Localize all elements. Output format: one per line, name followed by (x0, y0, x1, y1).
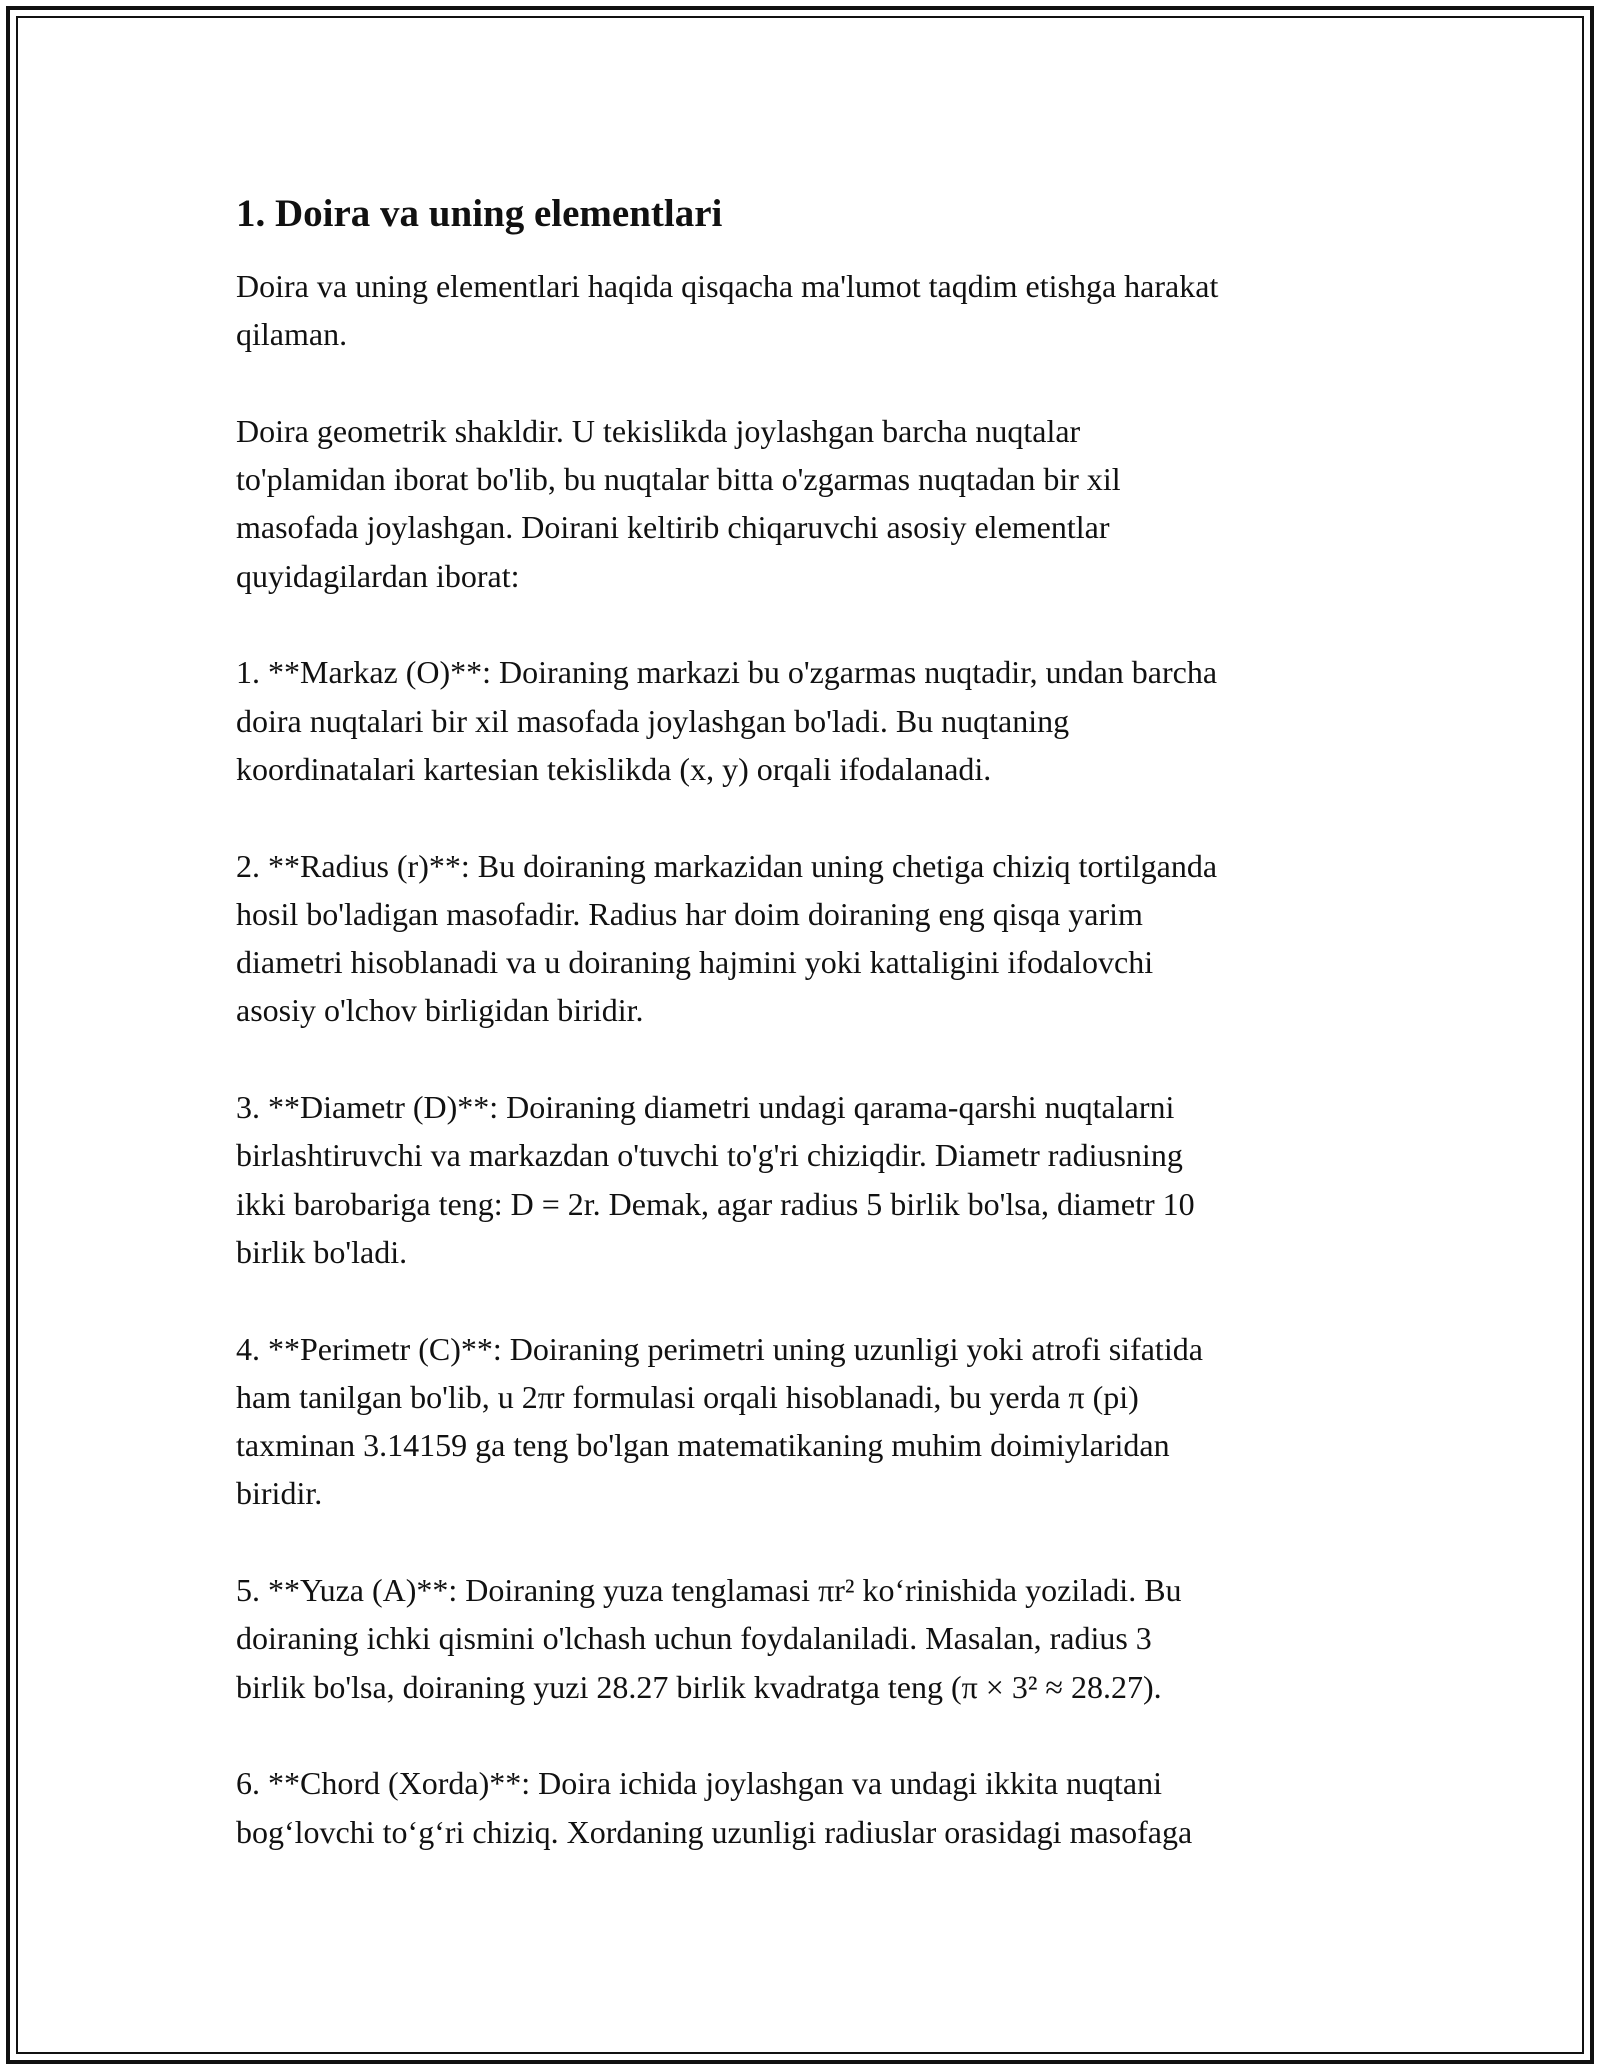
document-title: 1. Doira va uning elementlari (236, 192, 723, 235)
intro-paragraph: Doira va uning elementlari haqida qisqacha ma'lumot taqdim etishga harakat qilaman. (236, 268, 1219, 353)
list-item-markaz: 1. **Markaz (O)**: Doiraning markazi bu o'zgarmas nuqtadir, undan barcha doira nuqtalari bir xil masofada joylashgan bo'ladi. Bu nuqtaning koordinatalari kartesian tekislikda (x, y) orqali ifodalanadi. (236, 654, 1218, 787)
list-item-radius: 2. **Radius (r)**: Bu doiraning markazidan uning chetiga chiziq tortilganda hosil bo'ladigan masofadir. Radius har doim doiraning eng qisqa yarim diametri hisoblanadi va u doiraning hajmini yoki kattaligini ifodalovchi asosiy o'lchov birligidan biridir. (236, 847, 1218, 1029)
list-item-diametr: 3. **Diametr (D)**: Doiraning diametri undagi qarama-qarshi nuqtalarni birlashtiruvchi va markazdan o'tuvchi to'g'ri chiziqdir. Diametr radiusning ikki barobariga teng: D = 2r. Demak, agar radius 5 birlik bo'lsa, diametr 10 birlik bo'ladi. (236, 1089, 1195, 1270)
list-item-yuza: 5. **Yuza (A)**: Doiraning yuza tenglamasi πr² ko‘rinishida yoziladi. Bu doiraning ichki qismini o'lchash uchun foydalaniladi. Masalan, radius 3 birlik bo'lsa, doiraning yuzi 28.27 birlik kvadratga teng (π × 3² ≈ 28.27). (236, 1572, 1182, 1705)
definition-paragraph: Doira geometrik shakldir. U tekislikda joylashgan barcha nuqtalar to'plamidan iborat bo'lib, bu nuqtalar bitta o'zgarmas nuqtadan bir xil masofada joylashgan. Doirani keltirib chiqaruvchi asosiy elementlar quyidagilardan iborat: (236, 412, 1121, 594)
list-item-perimetr: 4. **Perimetr (C)**: Doiraning perimetri uning uzunligi yoki atrofi sifatida ham tanilgan bo'lib, u 2πr formulasi orqali hisoblanadi, bu yerda π (pi) taxminan 3.14159 ga teng bo'lgan matematikaning muhim doimiylaridan biridir. (236, 1330, 1203, 1512)
list-item-chord: 6. **Chord (Xorda)**: Doira ichida joylashgan va undagi ikkita nuqtani bog‘lovchi to‘g‘ri chiziq. Xordaning uzunligi radiuslar orasidagi masofaga (236, 1765, 1193, 1850)
document-body (236, 186, 1376, 1904)
